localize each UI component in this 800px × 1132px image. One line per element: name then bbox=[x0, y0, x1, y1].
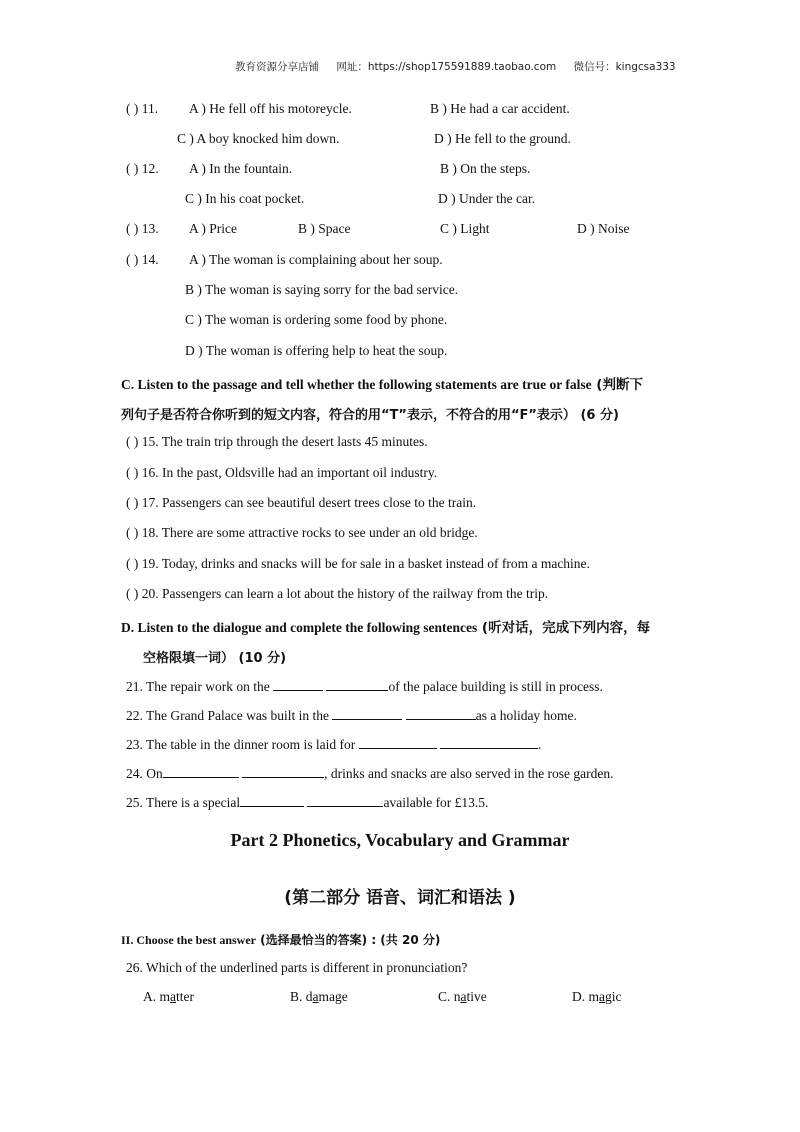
q14-option-b: B ) The woman is saying sorry for the bad service. bbox=[185, 282, 459, 297]
section-d-heading bbox=[121, 616, 650, 636]
part2-title-cn: (第二部分 语音、词汇和语法 ) bbox=[284, 888, 516, 908]
q13-option-d: D ) Noise bbox=[577, 221, 630, 236]
fill-item-23: 23. The table in the dinner room is laid for . bbox=[126, 737, 542, 752]
section-c-heading-cn: (判断下 bbox=[591, 377, 643, 393]
q11-option-b: B ) He had a car accident. bbox=[430, 101, 570, 116]
blank-22-2[interactable] bbox=[406, 707, 476, 720]
blank-22-1[interactable] bbox=[332, 707, 402, 720]
header-site: 网址：https://shop175591889.taobao.com bbox=[336, 61, 557, 73]
blank-25-2[interactable] bbox=[307, 794, 383, 807]
q13-number: ( ) 13. bbox=[126, 221, 159, 236]
q11-option-a: A ) He fell off his motoreycle. bbox=[189, 101, 352, 116]
part2-title: Part 2 Phonetics, Vocabulary and Grammar bbox=[230, 830, 570, 850]
blank-24-2[interactable] bbox=[242, 765, 324, 778]
blank-25-1[interactable] bbox=[240, 794, 304, 807]
section-d-heading-en: D. Listen to the dialogue and complete the following sentences bbox=[121, 620, 478, 635]
tf-item-17: ( ) 17. Passengers can see beautiful desert trees close to the train. bbox=[126, 495, 477, 510]
tf-item-15: ( ) 15. The train trip through the desert lasts 45 minutes. bbox=[126, 434, 428, 449]
tf-item-18: ( ) 18. There are some attractive rocks to see under an old bridge. bbox=[126, 525, 478, 540]
section-ii-heading: II. Choose the best answer (选择最恰当的答案) : (共 20 分) bbox=[121, 933, 441, 947]
q26-option-d: D. magic bbox=[572, 989, 622, 1004]
tf-item-16: ( ) 16. In the past, Oldsville had an important oil industry. bbox=[126, 465, 438, 480]
q14-option-a: A ) The woman is complaining about her soup. bbox=[189, 252, 443, 267]
q12-option-a: A ) In the fountain. bbox=[189, 161, 293, 176]
fill-item-24: 24. On , drinks and snacks are also served in the rose garden. bbox=[126, 766, 614, 781]
q11-option-d: D ) He fell to the ground. bbox=[434, 131, 571, 146]
fill-item-22: 22. The Grand Palace was built in the as a holiday home. bbox=[126, 708, 577, 723]
q11-option-c: C ) A boy knocked him down. bbox=[177, 131, 340, 146]
q13-option-a: A ) Price bbox=[189, 221, 237, 236]
fill-item-21: 21. The repair work on the of the palace building is still in process. bbox=[126, 679, 603, 694]
q26-option-a: A. matter bbox=[143, 989, 194, 1004]
header-shop: 教育资源分享店铺 bbox=[235, 61, 319, 73]
section-d-heading-cn: (听对话，完成下列内容，每 bbox=[477, 620, 651, 636]
q14-number: ( ) 14. bbox=[126, 252, 159, 267]
q12-option-c: C ) In his coat pocket. bbox=[185, 191, 305, 206]
section-c-heading bbox=[121, 373, 643, 393]
blank-23-2[interactable] bbox=[440, 736, 538, 749]
blank-21-1[interactable] bbox=[273, 678, 323, 691]
q26-stem: 26. Which of the underlined parts is different in pronunciation? bbox=[126, 960, 468, 975]
tf-item-20: ( ) 20. Passengers can learn a lot about the history of the railway from the trip. bbox=[126, 586, 549, 601]
q14-option-c: C ) The woman is ordering some food by phone. bbox=[185, 312, 448, 327]
page-header bbox=[235, 59, 690, 74]
q12-option-b: B ) On the steps. bbox=[440, 161, 531, 176]
q26-option-b: B. damage bbox=[290, 989, 348, 1004]
q11-number: ( ) 11. bbox=[126, 101, 159, 116]
blank-23-1[interactable] bbox=[359, 736, 437, 749]
q12-option-d: D ) Under the car. bbox=[438, 191, 536, 206]
blank-21-2[interactable] bbox=[326, 678, 388, 691]
q26-option-c: C. native bbox=[438, 989, 487, 1004]
section-c-heading-cont: 列句子是否符合你听到的短文内容，符合的用“T”表示，不符合的用“F”表示） (6 分) bbox=[121, 408, 619, 423]
blank-24-1[interactable] bbox=[163, 765, 239, 778]
section-c-heading-en: C. Listen to the passage and tell whether the following statements are true or false bbox=[121, 377, 592, 392]
q13-option-b: B ) Space bbox=[298, 221, 351, 236]
q13-option-c: C ) Light bbox=[440, 221, 490, 236]
tf-item-19: ( ) 19. Today, drinks and snacks will be for sale in a basket instead of from a machine. bbox=[126, 556, 590, 571]
section-d-heading-cont: 空格限填一词） (10 分) bbox=[143, 651, 287, 666]
q12-number: ( ) 12. bbox=[126, 161, 159, 176]
header-wechat: 微信号：kingcsa333 bbox=[573, 61, 676, 73]
fill-item-25: 25. There is a special available for £13.5. bbox=[126, 795, 489, 810]
q14-option-d: D ) The woman is offering help to heat the soup. bbox=[185, 343, 448, 358]
